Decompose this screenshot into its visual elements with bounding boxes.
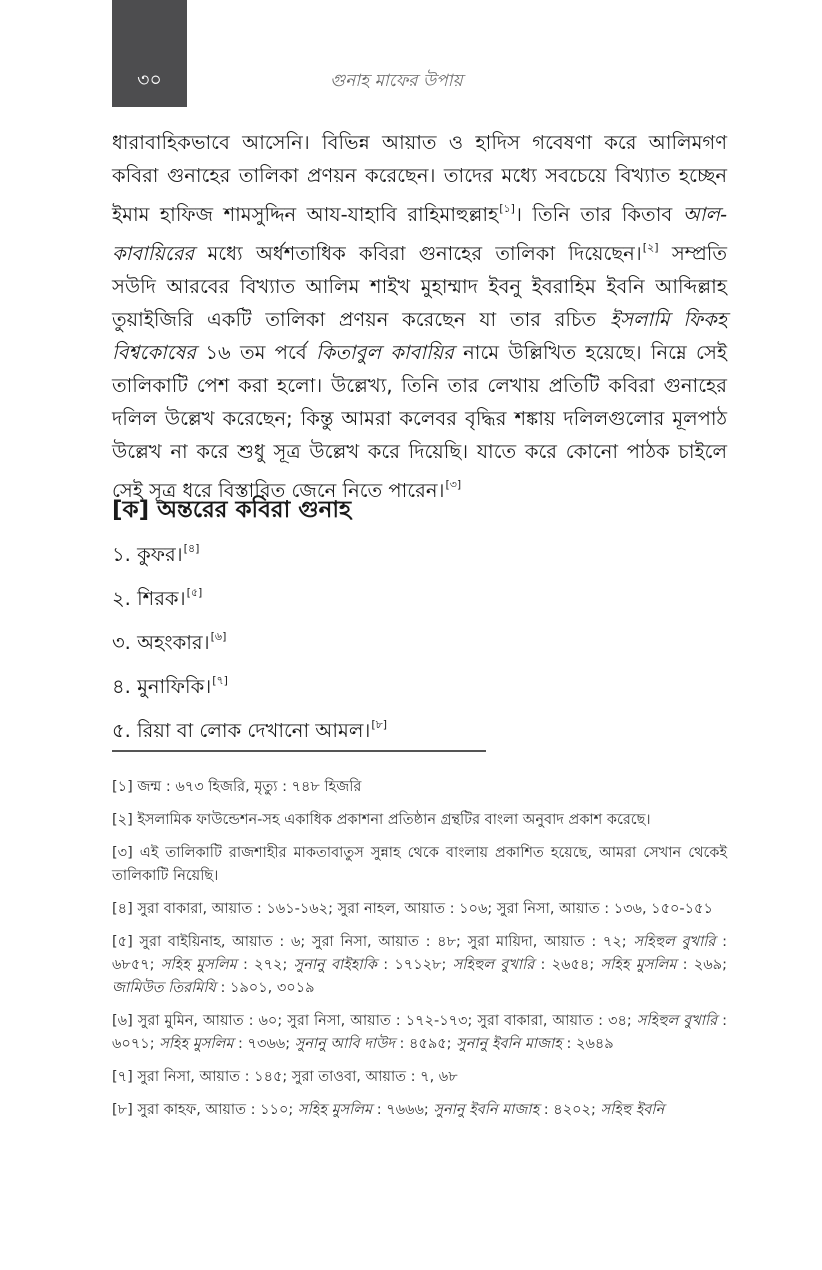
- book-title-al-kabair: আল-কাবায়িরের: [112, 203, 727, 265]
- source-title: সহিহ মুসলিম: [600, 957, 677, 973]
- body-text-2: । তিনি তার কিতাব: [514, 203, 683, 226]
- footnote-text: [৮] সুরা কাহফ, আয়াত : ১১০;: [112, 1102, 298, 1118]
- footnote-text: : ২৭২;: [236, 957, 294, 973]
- list-item-text: অহংকার।: [137, 631, 210, 654]
- footnote-text: : ২৬৫৪;: [534, 957, 601, 973]
- footnote-ref[interactable]: [৬]: [210, 630, 227, 643]
- body-text-5: ১৬ তম পর্বে: [196, 341, 317, 364]
- footnote-5: [112, 931, 727, 1000]
- footnote-7: [৭] সুরা নিসা, আয়াত : ১৪৫; সুরা তাওবা, আয়াত : ৭, ৬৮: [112, 1069, 458, 1085]
- footnote-text: : ৬৮৫৭;: [112, 934, 727, 973]
- footnote-2: [২] ইসলামিক ফাউন্ডেশন-সহ একাধিক প্রকাশনা প্রতিষ্ঠান গ্রন্থটির বাংলা অনুবাদ প্রকাশ করেছে।: [112, 812, 651, 828]
- list-item-number: ৩.: [112, 631, 131, 654]
- source-title: সহিহু ইবনি: [600, 1102, 665, 1118]
- list-item-number: ২.: [112, 587, 131, 610]
- body-text-6: নামে উল্লিখিত হয়েছে। নিম্নে সেই তালিকাটি পেশ করা হলো। উল্লেখ্য, তিনি তার লেখায় প্রতিটি কবিরা গুনাহের দলিল উল্লেখ করেছেন; কিন্তু আমরা কলেবর বৃদ্ধির শঙ্কায় দলিলগুলোর মূলপাঠ উল্লেখ না করে শুধু সূত্র উল্লেখ করে দিয়েছি। যাতে করে কোনো পাঠক চাইলে সেই সূত্র ধরে বিস্তারিত জেনে নিতে পারেন।: [112, 341, 727, 502]
- source-title: সহিহুল বুখারি: [636, 1013, 718, 1029]
- footnote-ref-3[interactable]: [৩]: [445, 478, 462, 491]
- source-title: সহিহ মুসলিম: [160, 957, 237, 973]
- source-title: সুনানু আবি দাউদ: [294, 1036, 395, 1052]
- footnote-text: [৬] সুরা মুমিন, আয়াত : ৬০; সুরা নিসা, আয়াত : ১৭২-১৭৩; সুরা বাকারা, আয়াত : ৩৪;: [112, 1013, 637, 1029]
- list-item-number: ৪.: [112, 675, 131, 698]
- footnote-1: [১] জন্ম : ৬৭৩ হিজরি, মৃত্যু : ৭৪৮ হিজরি: [112, 779, 362, 795]
- source-title: সহিহ মুসলিম: [297, 1102, 373, 1118]
- source-title: সহিহ মুসলিম: [159, 1036, 234, 1052]
- footnote-ref[interactable]: [৮]: [371, 718, 388, 731]
- source-title: সহিহুল বুখারি: [633, 934, 716, 950]
- footnote-ref[interactable]: [৪]: [183, 542, 200, 555]
- footnote-ref[interactable]: [৭]: [212, 674, 228, 687]
- footnote-8: [112, 1099, 727, 1122]
- body-paragraph: [112, 126, 727, 507]
- section-heading: [ক] অন্তরের কবিরা গুনাহ: [112, 497, 352, 523]
- footnote-6: [112, 1010, 727, 1056]
- source-title: সুনানু বাইহাকি: [293, 957, 377, 973]
- book-title-fiqh-encyclopedia: ইসলামি ফিকহ বিশ্বকোষের: [112, 308, 727, 364]
- source-title: সুনানু ইবনি মাজাহ: [456, 1036, 562, 1052]
- list-item-number: ৫.: [112, 719, 131, 742]
- footnote-ref[interactable]: [৫]: [186, 586, 203, 599]
- list-item: [112, 710, 387, 754]
- footnote-ref-2[interactable]: [২]: [642, 241, 659, 254]
- page-number: ৩০: [137, 69, 162, 91]
- body-text-4: সম্প্রতি সউদি আরবের বিখ্যাত আলিম শাইখ মুহাম্মাদ ইবনু ইবরাহিম ইবনি আব্দিল্লাহ তুয়াইজিরি একটি তালিকা প্রণয়ন করেছেন যা তার রচিত: [112, 242, 727, 331]
- footnote-text: : ৪৫৯৫;: [394, 1036, 457, 1052]
- list-item: [112, 578, 387, 622]
- list-item-number: ১.: [112, 543, 131, 566]
- body-text-3: মধ্যে অর্ধশতাধিক কবিরা গুনাহের তালিকা দিয়েছেন।: [194, 242, 642, 265]
- footnotes: [112, 776, 727, 1132]
- footnote-text: : ২৬৯;: [676, 957, 727, 973]
- footnote-text: [৫] সুরা বাইয়িনাহ, আয়াত : ৬; সুরা নিসা, আয়াত : ৪৮; সুরা মায়িদা, আয়াত : ৭২;: [112, 934, 634, 950]
- list-item-text: মুনাফিকি।: [137, 675, 212, 698]
- footnote-3: [৩] এই তালিকাটি রাজশাহীর মাকতাবাতুস সুন্নাহ থেকে বাংলায় প্রকাশিত হয়েছে, আমরা সেখান থেকেই তালিকাটি নিয়েছি।: [112, 845, 727, 884]
- book-title-kitabul-kabair: কিতাবুল কাবায়ির: [316, 341, 454, 364]
- list-item: [112, 622, 387, 666]
- footnote-ref-1[interactable]: [১]: [499, 202, 515, 215]
- body-text-1: ধারাবাহিকভাবে আসেনি। বিভিন্ন আয়াত ও হাদিস গবেষণা করে আলিমগণ কবিরা গুনাহের তালিকা প্রণয়ন করেছেন। তাদের মধ্যে সবচেয়ে বিখ্যাত হচ্ছেন ইমাম হাফিজ শামসুদ্দিন আয-যাহাবি রাহিমাহুল্লাহ: [112, 131, 727, 226]
- footnote-text: : ৪২০২;: [539, 1102, 601, 1118]
- sin-list: [112, 534, 387, 754]
- list-item-text: কুফর।: [137, 543, 183, 566]
- source-title: জামিউত তিরমিযি: [112, 980, 216, 996]
- source-title: সহিহুল বুখারি: [452, 957, 535, 973]
- footnote-text: : ১৭১২৮;: [376, 957, 453, 973]
- footnote-text: : ৭৩৬৬;: [233, 1036, 295, 1052]
- list-item: [112, 666, 387, 710]
- footnote-text: : ১৯০১, ৩০১৯: [215, 980, 315, 996]
- page-number-tab: [112, 0, 187, 107]
- footnote-text: : ৬০৭১;: [112, 1013, 727, 1052]
- source-title: সুনানু ইবনি মাজাহ: [433, 1102, 540, 1118]
- running-head: গুনাহ মাফের উপায়: [330, 71, 463, 91]
- list-item-text: শিরক।: [137, 587, 186, 610]
- list-item-text: রিয়া বা লোক দেখানো আমল।: [137, 719, 371, 742]
- footnote-text: : ২৬৪৯: [561, 1036, 614, 1052]
- list-item: [112, 534, 387, 578]
- footnote-text: : ৭৬৬৬;: [372, 1102, 434, 1118]
- footnote-divider: [112, 750, 486, 752]
- footnote-4: [৪] সুরা বাকারা, আয়াত : ১৬১-১৬২; সুরা নাহল, আয়াত : ১০৬; সুরা নিসা, আয়াত : ১৩৬, ১৫০-১৫১: [112, 901, 713, 917]
